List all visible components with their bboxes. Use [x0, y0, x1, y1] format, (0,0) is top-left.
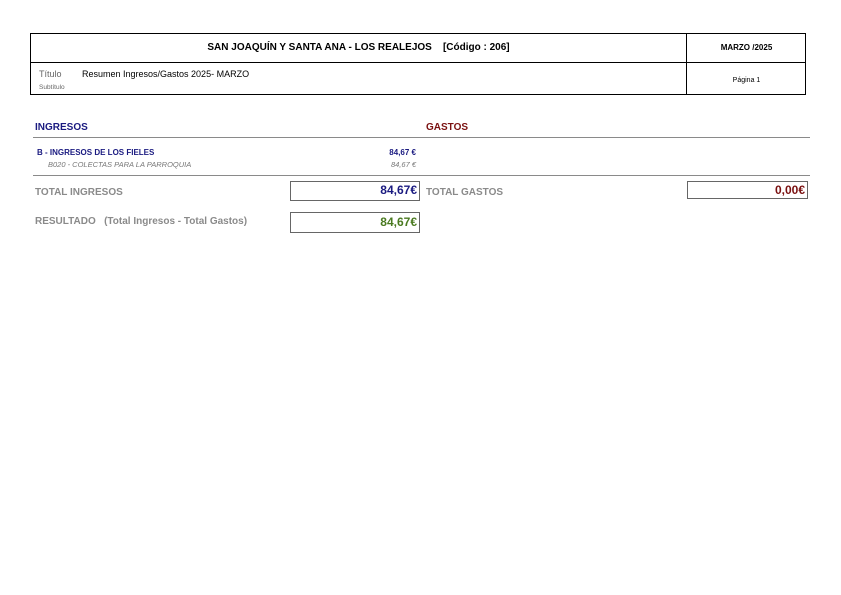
section-divider: [33, 137, 810, 138]
ingresos-heading: INGRESOS: [35, 122, 88, 133]
total-ingresos-value: 84,67€: [290, 181, 420, 201]
report-title: SAN JOAQUÍN Y SANTA ANA - LOS REALEJOS [Código : 206]: [207, 42, 510, 53]
report-period: MARZO /2025: [720, 43, 773, 52]
header-divider-horizontal: [31, 62, 805, 63]
titulo-value: Resumen Ingresos/Gastos 2025- MARZO: [82, 69, 250, 79]
ingresos-item-amount: 84,67 €: [390, 160, 416, 169]
titulo-label: Título: [39, 69, 62, 79]
ingresos-item-name: B020 - COLECTAS PARA LA PARROQUIA: [48, 160, 192, 169]
totals-divider: [33, 175, 810, 176]
gastos-heading: GASTOS: [426, 122, 469, 133]
ingresos-group-amount: 84,67 €: [389, 148, 416, 157]
resultado-label: RESULTADO (Total Ingresos - Total Gastos): [35, 216, 248, 227]
page-number: Página 1: [732, 77, 761, 84]
total-gastos-value: 0,00€: [687, 181, 808, 199]
subtitulo-label: Subtítulo: [39, 84, 65, 91]
total-ingresos-label: TOTAL INGRESOS: [35, 187, 123, 198]
report-header: [30, 33, 806, 95]
resultado-value: 84,67€: [290, 212, 420, 233]
total-gastos-label: TOTAL GASTOS: [426, 187, 504, 198]
ingresos-group-name: B - INGRESOS DE LOS FIELES: [37, 148, 155, 157]
